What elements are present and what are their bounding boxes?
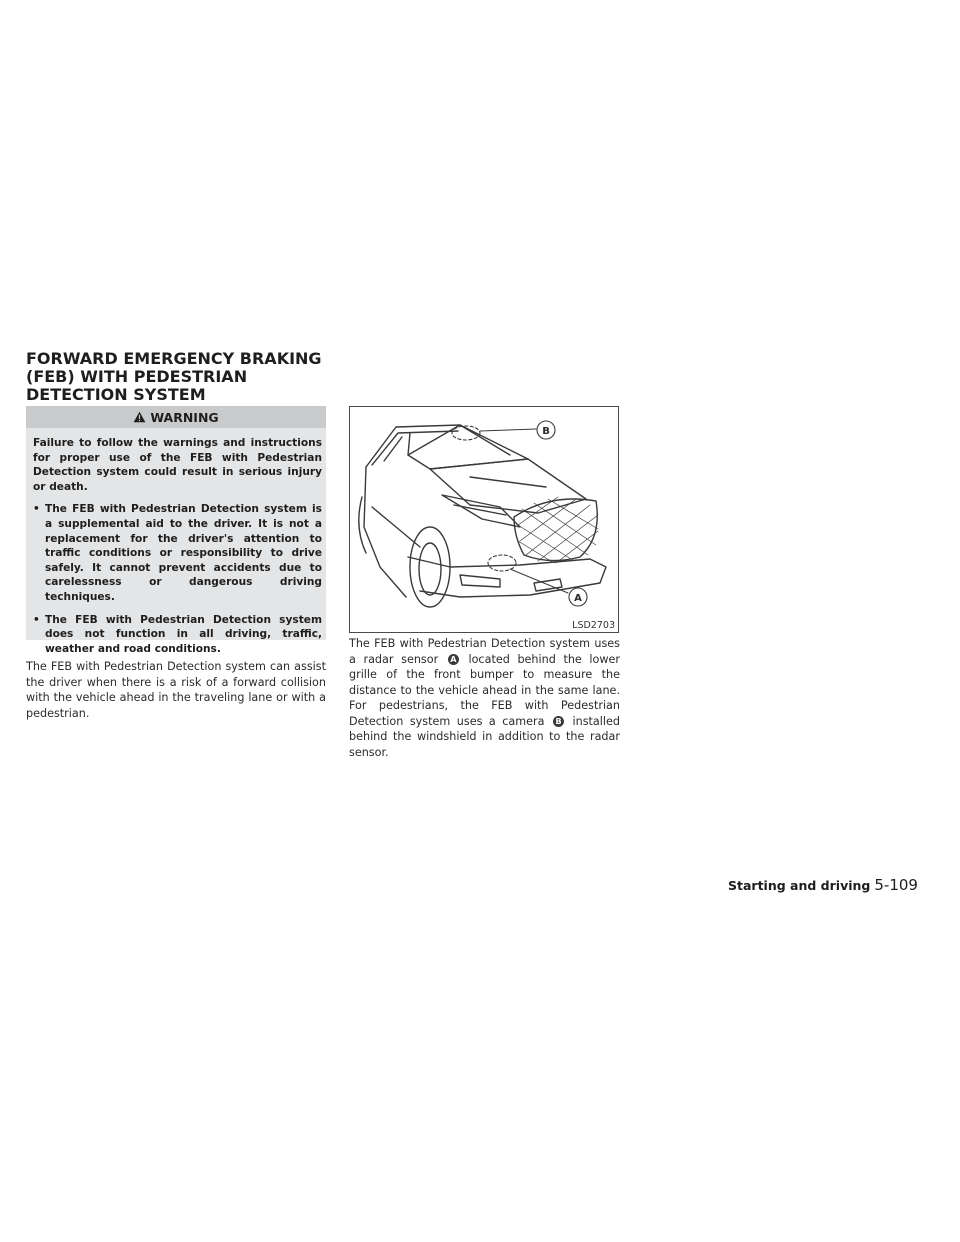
page-number: 5-109: [874, 876, 918, 894]
warning-label: WARNING: [150, 409, 219, 425]
section-heading: [26, 350, 346, 404]
warning-bullet: [33, 502, 322, 604]
warning-triangle-icon: [133, 411, 146, 423]
warning-bullet: [33, 613, 322, 657]
vehicle-illustration: [350, 407, 618, 619]
callout-b-badge: B: [553, 716, 564, 727]
callout-a-badge: A: [448, 654, 459, 665]
warning-body: [26, 428, 326, 656]
sensor-text-2: located behind the lower grille of the front bumper to measure the distance to the vehicle ahead in the same lane. For pedestrians, the FEB with Pedestrian Detection system uses a camera: [349, 652, 621, 728]
page-footer: [728, 876, 928, 894]
bullet-dot: •: [33, 503, 40, 516]
heading-line-1: FORWARD EMERGENCY BRAKING: [26, 349, 322, 368]
sensor-paragraph: [349, 636, 620, 760]
warning-header: [26, 406, 326, 428]
warning-bullet-text: The FEB with Pedestrian Detection system does not function in all driving, traffic, weather and road conditions.: [45, 613, 322, 655]
warning-box: [26, 406, 326, 655]
heading-line-3: DETECTION SYSTEM: [26, 385, 206, 404]
vehicle-figure: [349, 406, 619, 633]
footer-section-title: Starting and driving: [728, 878, 871, 893]
sensor-text-1: The FEB with Pedestrian Detection system uses a radar sensor: [349, 637, 620, 666]
sensor-text-3: installed behind the windshield in addition to the radar sensor.: [349, 714, 620, 759]
warning-bullet-text: The FEB with Pedestrian Detection system is a supplemental aid to the driver. It is not a replacement for the driver's attention to traffic conditions or responsibility to drive safely. It cannot prevent accidents due to carelessness or dangerous driving techniques.: [45, 503, 322, 603]
bullet-dot: •: [33, 613, 40, 626]
callout-a-label: A: [574, 593, 582, 604]
figure-id: LSD2703: [572, 620, 615, 631]
warning-intro: Failure to follow the warnings and instructions for proper use of the FEB with Pedestrian Detection system could result in serious injury or death.: [33, 437, 322, 493]
callout-b-label: B: [542, 426, 550, 437]
intro-paragraph: The FEB with Pedestrian Detection system can assist the driver when there is a risk of a forward collision with the vehicle ahead in the traveling lane or with a pedestrian.: [26, 660, 326, 720]
heading-line-2: (FEB) WITH PEDESTRIAN: [26, 367, 248, 386]
